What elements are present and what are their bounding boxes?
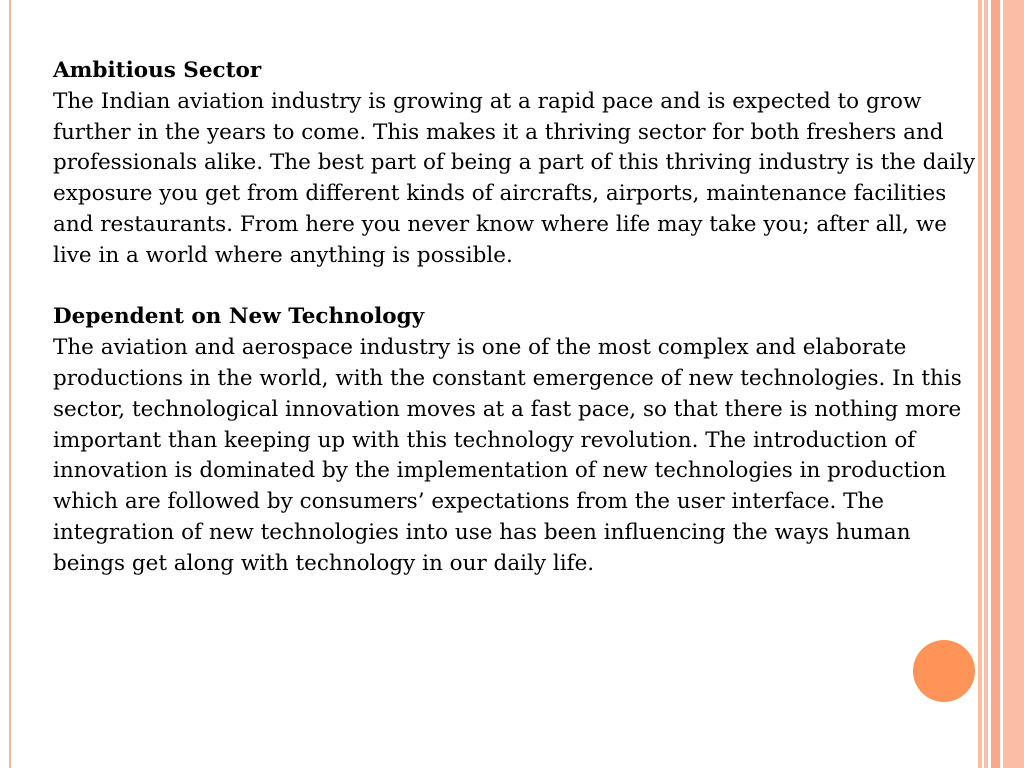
section-body: The Indian aviation industry is growing at a rapid pace and is expected to grow further in the years to come. This makes it a thriving sector for both freshers and professionals alike. The best part of being a part of this thriving industry is the daily exposure you get from different kinds of aircrafts, airports, maintenance facilities and restaurants. From here you never know where life may take you; after all, we live in a world where anything is possible. [53,88,976,268]
section-heading: Ambitious Sector [53,58,262,83]
section-ambitious-sector [53,56,983,272]
section-heading: Dependent on New Technology [53,304,425,330]
right-stripe-3 [991,0,1000,768]
right-stripe-4 [1003,0,1024,768]
section-body: The aviation and aerospace industry is one of the most complex and elaborate productions in the world, with the constant emergence of new technologies. In this sector, technological innovation moves at a fast pace, so that there is nothing more important than keeping up with this technology revolution. The introduction of innovation is dominated by the implementation of new technologies in production which are followed by consumers’ expectations from the user interface. The integration of new technologies into use has been influencing the ways human beings get along with technology in our daily life. [53,335,962,576]
left-border-line [9,0,11,768]
section-new-technology [53,302,983,579]
slide-content [53,56,983,580]
accent-circle [913,640,975,702]
right-stripe-2 [984,0,988,768]
